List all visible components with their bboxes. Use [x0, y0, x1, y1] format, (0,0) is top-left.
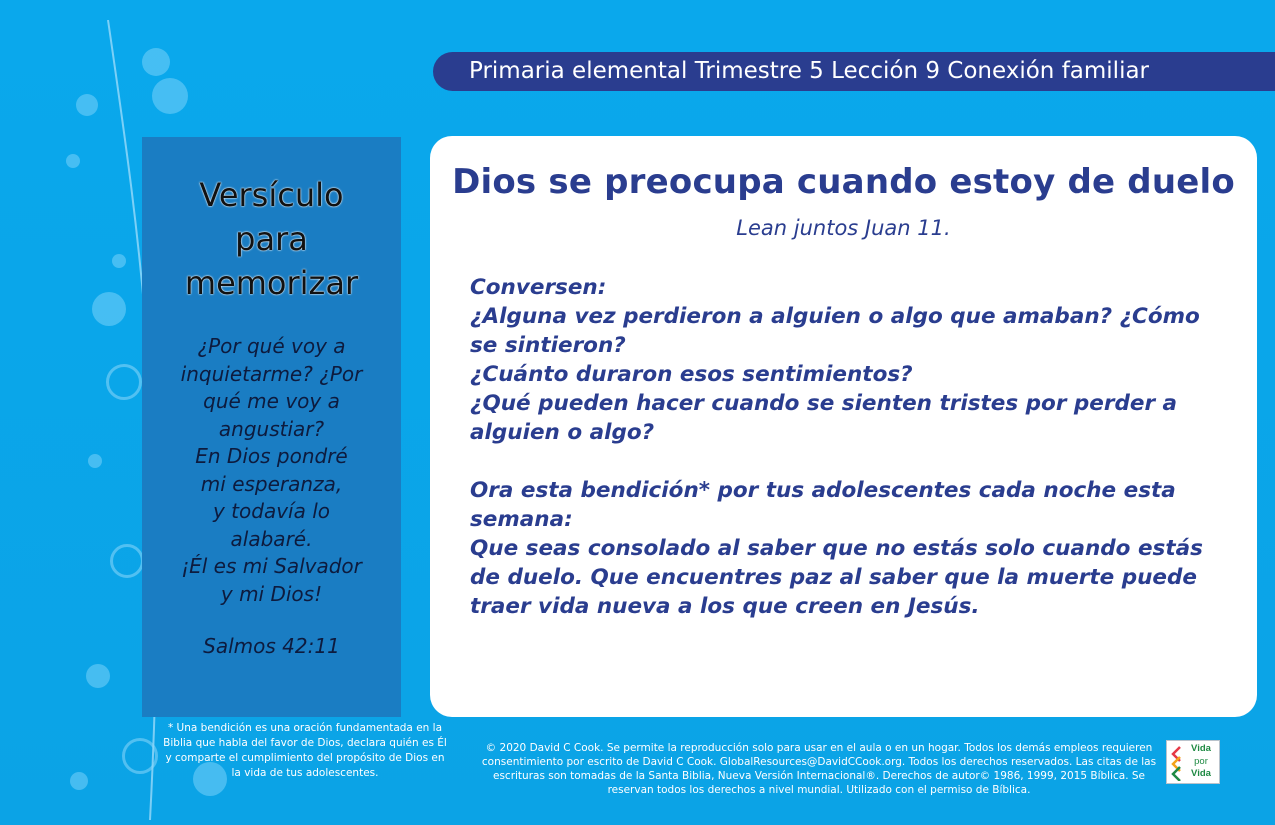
memory-verse-panel — [142, 137, 401, 717]
decorative-bubble — [88, 454, 102, 468]
blessing-intro: Ora esta bendición* por tus adolescentes cada noche esta semana: — [470, 478, 1176, 532]
memory-verse-heading-line: para — [235, 220, 308, 258]
memory-verse-reference: Salmos 42:11 — [203, 634, 340, 658]
decorative-bubble — [106, 364, 142, 400]
decorative-bubble — [66, 154, 80, 168]
lesson-body — [470, 273, 1230, 621]
decorative-bubble — [76, 94, 98, 116]
logo-text-line: Vida — [1191, 743, 1211, 754]
discussion-question: ¿Alguna vez perdieron a alguien o algo que amaban? ¿Cómo se sintieron? — [470, 304, 1200, 358]
reading-instruction: Lean juntos Juan 11. — [736, 216, 951, 240]
decorative-bubble — [110, 544, 144, 578]
memory-verse-heading-line: memorizar — [184, 264, 359, 302]
memory-verse-heading — [142, 173, 401, 305]
decorative-bubble — [70, 772, 88, 790]
blessing-text: Que seas consolado al saber que no estás solo cuando estás de duelo. Que encuentres paz al saber que la muerte puede traer vida nueva a los que creen en Jesús. — [470, 536, 1203, 619]
decorative-bubble — [86, 664, 110, 688]
logo-mark-icon — [1170, 745, 1182, 781]
memory-verse-text: ¿Por qué voy a inquietarme? ¿Por qué me voy a angustiar? En Dios pondré mi esperanza, y todavía lo alabaré. ¡Él es mi Salvador y mi Dios! — [180, 334, 363, 606]
decorative-bubble — [112, 254, 126, 268]
lesson-title: Dios se preocupa cuando estoy de duelo — [452, 162, 1235, 202]
logo-text-line: Vida — [1191, 768, 1211, 779]
spacer — [470, 447, 1230, 476]
lesson-content-card — [430, 136, 1257, 717]
memory-verse-heading-line: Versículo — [199, 176, 344, 214]
discussion-question: ¿Qué pueden hacer cuando se sienten tristes por perder a alguien o algo? — [470, 391, 1178, 445]
discuss-label: Conversen: — [470, 275, 607, 300]
decorative-bubble — [92, 292, 126, 326]
decorative-bubble — [152, 78, 188, 114]
discussion-question: ¿Cuánto duraron esos sentimientos? — [470, 362, 913, 387]
lesson-header-bar: Primaria elemental Trimestre 5 Lección 9 Conexión familiar — [433, 52, 1275, 91]
decorative-bubble — [142, 48, 170, 76]
blessing-footnote: * Una bendición es una oración fundamentada en la Biblia que habla del favor de Dios, declara quién es Él y comparte el cumplimiento del propósito de Dios en la vida de tus adolescentes. — [163, 722, 447, 779]
copyright-notice: © 2020 David C Cook. Se permite la reproducción solo para usar en el aula o en un hogar. Todos los demás empleos requieren consentimiento por escrito de David C Cook. GlobalResources@DavidCCook.org. Todos los derechos reservados. Las citas de las escrituras son tomadas de la Santa Biblia, Nueva Versión Internacional®. Derechos de autor© 1986, 1999, 2015 Bíblica. Se reservan todos los derechos a nivel mundial. Utilizado con el permiso de Bíblica. — [481, 742, 1157, 796]
decorative-bubble — [122, 738, 158, 774]
vida-por-vida-logo — [1166, 740, 1220, 784]
logo-text-line: por — [1194, 755, 1208, 767]
